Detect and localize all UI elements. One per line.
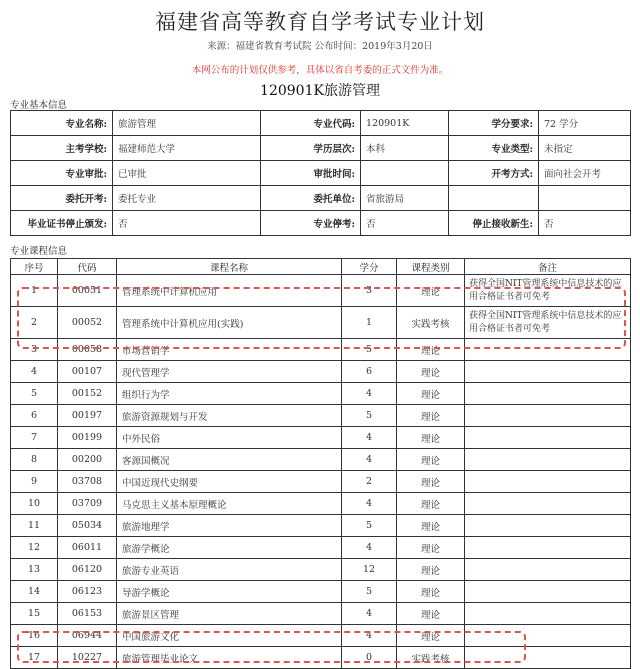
course-name: 旅游资源规划与开发 — [117, 405, 342, 427]
course-type: 理论 — [397, 515, 465, 537]
course-type: 理论 — [397, 537, 465, 559]
course-type: 理论 — [397, 339, 465, 361]
info-value — [361, 161, 449, 186]
table-row — [11, 647, 631, 669]
course-type: 理论 — [397, 559, 465, 581]
course-name: 导游学概论 — [117, 581, 342, 603]
header-name: 课程名称 — [117, 259, 342, 275]
course-type: 理论 — [397, 493, 465, 515]
info-row — [11, 186, 631, 211]
course-note — [465, 603, 631, 625]
course-credit: 0 — [342, 647, 397, 669]
course-note: 获得全国NIT管理系统中信息技术的应用合格证书者可免考 — [465, 275, 631, 307]
course-note — [465, 383, 631, 405]
course-name: 中外民俗 — [117, 427, 342, 449]
course-code: 00152 — [58, 383, 117, 405]
header-type: 课程类别 — [397, 259, 465, 275]
course-code: 03708 — [58, 471, 117, 493]
info-value: 本科 — [361, 136, 449, 161]
info-key: 专业类型: — [449, 136, 539, 161]
table-row — [11, 515, 631, 537]
course-section-label: 专业课程信息 — [10, 246, 68, 257]
course-credit: 12 — [342, 559, 397, 581]
course-no: 16 — [11, 625, 58, 647]
course-credit: 4 — [342, 449, 397, 471]
info-key: 审批时间: — [261, 161, 361, 186]
course-type: 理论 — [397, 361, 465, 383]
info-key: 主考学校: — [11, 136, 113, 161]
course-code: 06123 — [58, 581, 117, 603]
course-code: 00052 — [58, 307, 117, 339]
course-code: 00058 — [58, 339, 117, 361]
course-no: 11 — [11, 515, 58, 537]
course-note — [465, 625, 631, 647]
table-row — [11, 581, 631, 603]
info-row — [11, 161, 631, 186]
course-credit: 3 — [342, 275, 397, 307]
course-no: 14 — [11, 581, 58, 603]
course-type: 理论 — [397, 625, 465, 647]
course-header-row — [11, 259, 631, 275]
info-value: 未指定 — [539, 136, 631, 161]
course-no: 7 — [11, 427, 58, 449]
course-type: 理论 — [397, 581, 465, 603]
course-note — [465, 581, 631, 603]
info-key: 专业代码: — [261, 111, 361, 136]
course-note — [465, 449, 631, 471]
course-note: 获得全国NIT管理系统中信息技术的应用合格证书者可免考 — [465, 307, 631, 339]
course-note — [465, 515, 631, 537]
course-no: 13 — [11, 559, 58, 581]
course-name: 马克思主义基本原理概论 — [117, 493, 342, 515]
course-note — [465, 361, 631, 383]
table-row — [11, 275, 631, 307]
course-name: 旅游学概论 — [117, 537, 342, 559]
course-name: 市场营销学 — [117, 339, 342, 361]
table-row — [11, 339, 631, 361]
course-note — [465, 405, 631, 427]
table-row — [11, 307, 631, 339]
course-type: 实践考核 — [397, 307, 465, 339]
course-no: 8 — [11, 449, 58, 471]
info-section-label: 专业基本信息 — [10, 100, 68, 111]
course-type: 实践考核 — [397, 647, 465, 669]
course-no: 3 — [11, 339, 58, 361]
course-no: 4 — [11, 361, 58, 383]
info-key — [449, 186, 539, 211]
course-credit: 4 — [342, 427, 397, 449]
course-note — [465, 537, 631, 559]
info-row — [11, 136, 631, 161]
course-name: 客源国概况 — [117, 449, 342, 471]
course-credit: 5 — [342, 581, 397, 603]
info-key: 开考方式: — [449, 161, 539, 186]
course-type: 理论 — [397, 603, 465, 625]
course-no: 5 — [11, 383, 58, 405]
major-title: 120901K旅游管理 — [260, 83, 380, 99]
course-no: 1 — [11, 275, 58, 307]
info-table — [10, 110, 631, 236]
course-no: 17 — [11, 647, 58, 669]
table-row — [11, 471, 631, 493]
course-note — [465, 427, 631, 449]
course-note — [465, 493, 631, 515]
info-value: 省旅游局 — [361, 186, 449, 211]
course-code: 00197 — [58, 405, 117, 427]
course-note — [465, 471, 631, 493]
course-code: 00200 — [58, 449, 117, 471]
course-code: 06153 — [58, 603, 117, 625]
info-row — [11, 211, 631, 236]
info-key: 专业停考: — [261, 211, 361, 236]
course-note — [465, 559, 631, 581]
info-key: 毕业证书停止颁发: — [11, 211, 113, 236]
table-row — [11, 383, 631, 405]
course-code: 00051 — [58, 275, 117, 307]
course-name: 管理系统中计算机应用 — [117, 275, 342, 307]
info-key: 委托单位: — [261, 186, 361, 211]
table-row — [11, 449, 631, 471]
info-value: 已审批 — [113, 161, 261, 186]
course-type: 理论 — [397, 427, 465, 449]
course-code: 06011 — [58, 537, 117, 559]
course-credit: 4 — [342, 383, 397, 405]
page-title: 福建省高等教育自学考试专业计划 — [155, 10, 485, 34]
course-name: 旅游专业英语 — [117, 559, 342, 581]
course-no: 9 — [11, 471, 58, 493]
course-name: 现代管理学 — [117, 361, 342, 383]
course-type: 理论 — [397, 383, 465, 405]
info-key: 专业名称: — [11, 111, 113, 136]
course-note — [465, 339, 631, 361]
course-name: 管理系统中计算机应用(实践) — [117, 307, 342, 339]
course-name: 中国旅游文化 — [117, 625, 342, 647]
header-credit: 学分 — [342, 259, 397, 275]
course-code: 06944 — [58, 625, 117, 647]
course-credit: 5 — [342, 339, 397, 361]
info-value: 72 学分 — [539, 111, 631, 136]
info-value: 旅游管理 — [113, 111, 261, 136]
course-name: 中国近现代史纲要 — [117, 471, 342, 493]
table-row — [11, 361, 631, 383]
course-credit: 5 — [342, 405, 397, 427]
course-no: 6 — [11, 405, 58, 427]
course-table — [10, 258, 631, 669]
table-row — [11, 405, 631, 427]
course-no: 12 — [11, 537, 58, 559]
info-value — [539, 186, 631, 211]
info-key: 委托开考: — [11, 186, 113, 211]
course-name: 旅游地理学 — [117, 515, 342, 537]
course-name: 旅游景区管理 — [117, 603, 342, 625]
course-code: 03709 — [58, 493, 117, 515]
course-code: 00107 — [58, 361, 117, 383]
table-row — [11, 603, 631, 625]
course-no: 15 — [11, 603, 58, 625]
course-credit: 4 — [342, 603, 397, 625]
info-key: 停止接收新生: — [449, 211, 539, 236]
course-credit: 5 — [342, 515, 397, 537]
course-type: 理论 — [397, 405, 465, 427]
course-type: 理论 — [397, 449, 465, 471]
info-value: 委托专业 — [113, 186, 261, 211]
header-no: 序号 — [11, 259, 58, 275]
info-value: 福建师范大学 — [113, 136, 261, 161]
table-row — [11, 537, 631, 559]
course-credit: 4 — [342, 625, 397, 647]
source-line: 来源：福建省教育考试院 公布时间：2019年3月20日 — [207, 41, 433, 52]
course-type: 理论 — [397, 275, 465, 307]
info-value: 否 — [361, 211, 449, 236]
info-value: 否 — [113, 211, 261, 236]
header-note: 备注 — [465, 259, 631, 275]
table-row — [11, 493, 631, 515]
course-code: 00199 — [58, 427, 117, 449]
info-row — [11, 111, 631, 136]
course-credit: 2 — [342, 471, 397, 493]
info-value: 面向社会开考 — [539, 161, 631, 186]
course-credit: 4 — [342, 537, 397, 559]
course-no: 10 — [11, 493, 58, 515]
info-value: 否 — [539, 211, 631, 236]
course-code: 06120 — [58, 559, 117, 581]
course-note — [465, 647, 631, 669]
course-type: 理论 — [397, 471, 465, 493]
course-credit: 6 — [342, 361, 397, 383]
course-name: 组织行为学 — [117, 383, 342, 405]
course-credit: 1 — [342, 307, 397, 339]
table-row — [11, 427, 631, 449]
info-key: 学历层次: — [261, 136, 361, 161]
header-code: 代码 — [58, 259, 117, 275]
info-key: 专业审批: — [11, 161, 113, 186]
info-key: 学分要求: — [449, 111, 539, 136]
course-code: 05034 — [58, 515, 117, 537]
course-code: 10227 — [58, 647, 117, 669]
table-row — [11, 559, 631, 581]
course-name: 旅游管理毕业论文 — [117, 647, 342, 669]
table-row — [11, 625, 631, 647]
info-value: 120901K — [361, 111, 449, 136]
course-no: 2 — [11, 307, 58, 339]
notice-text: 本网公布的计划仅供参考，具体以省自考委的正式文件为准。 — [191, 65, 449, 76]
course-credit: 4 — [342, 493, 397, 515]
